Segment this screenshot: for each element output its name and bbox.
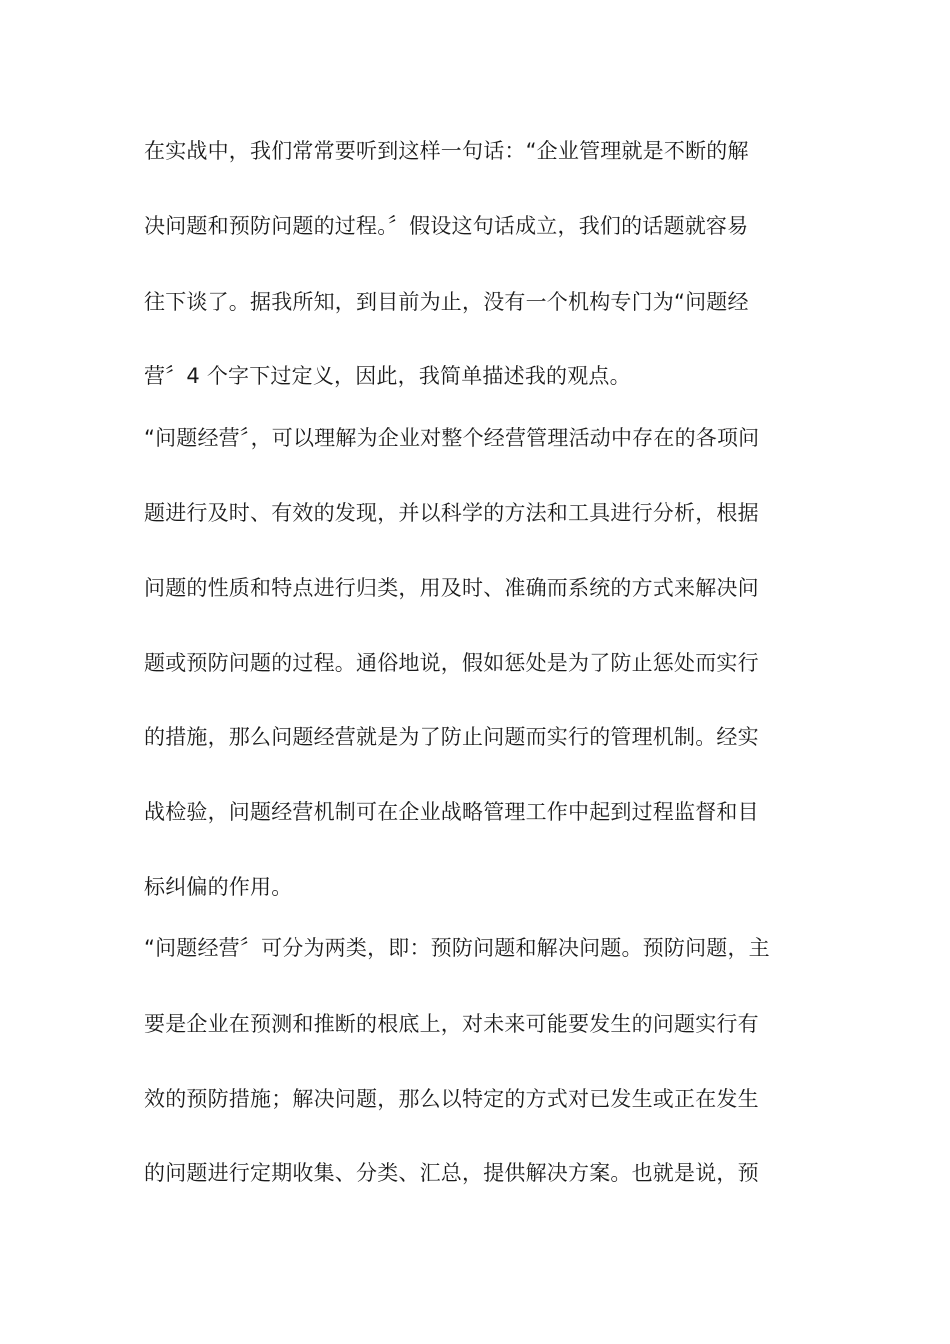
text-line: 营〞4 个字下过定义，因此，我简单描述我的观点。 [144,364,631,388]
text-line: “问题经营〞，可以理解为企业对整个经营管理活动中存在的各项问 [144,426,760,450]
text-line: 问题的性质和特点进行归类，用及时、准确而系统的方式来解决问 [144,576,759,600]
text-line: 题进行及时、有效的发现，并以科学的方法和工具进行分析，根据 [144,501,759,525]
text-line: 的措施，那么问题经营就是为了防止问题而实行的管理机制。经实 [144,725,759,749]
text-line: 决问题和预防问题的过程。〞假设这句话成立，我们的话题就容易 [144,214,749,238]
text-line: 在实战中，我们常常要听到这样一句话：“企业管理就是不断的解 [144,139,749,163]
text-line: 往下谈了。据我所知，到目前为止，没有一个机构专门为“问题经 [144,290,749,314]
text-line: 题或预防问题的过程。通俗地说，假如惩处是为了防止惩处而实行 [144,651,759,675]
text-line: 战检验，问题经营机制可在企业战略管理工作中起到过程监督和目 [144,800,759,824]
text-line: 标纠偏的作用。 [144,875,293,899]
text-line: 的问题进行定期收集、分类、汇总，提供解决方案。也就是说，预 [144,1161,759,1185]
text-line: “问题经营〞可分为两类，即：预防问题和解决问题。预防问题，主 [144,936,770,960]
text-line: 效的预防措施；解决问题，那么以特定的方式对已发生或正在发生 [144,1087,759,1111]
text-line: 要是企业在预测和推断的根底上，对未来可能要发生的问题实行有 [144,1012,759,1036]
